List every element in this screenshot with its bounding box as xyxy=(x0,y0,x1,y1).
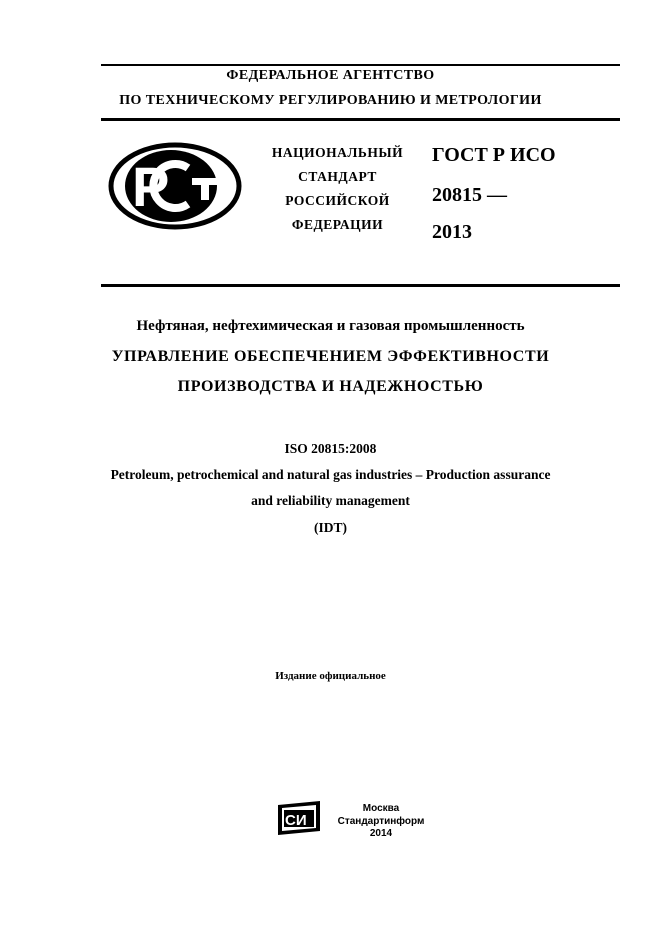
standartinform-logo xyxy=(276,799,322,837)
iso-english-title-line-2: and reliability management xyxy=(251,493,410,508)
national-line-4: ФЕДЕРАЦИИ xyxy=(291,217,384,232)
national-standard-label xyxy=(255,141,420,237)
iso-reference: ISO 20815:2008 xyxy=(284,441,377,456)
national-line-3: РОССИЙСКОЙ xyxy=(285,193,390,208)
agency-line-2: ПО ТЕХНИЧЕСКОМУ РЕГУЛИРОВАНИЮ И МЕТРОЛОГИИ xyxy=(119,93,542,108)
publisher-year: 2014 xyxy=(369,828,393,839)
gost-code-line-1: ГОСТ Р ИСО xyxy=(432,144,556,166)
top-rule xyxy=(101,64,620,66)
national-line-1: НАЦИОНАЛЬНЫЙ xyxy=(271,145,404,160)
edition-label: Издание официальное xyxy=(275,670,386,682)
main-title-line-1: УПРАВЛЕНИЕ ОБЕСПЕЧЕНИЕМ ЭФФЕКТИВНОСТИ xyxy=(111,348,550,365)
agency-line-1: ФЕДЕРАЛЬНОЕ АГЕНТСТВО xyxy=(226,68,435,83)
rst-mark-logo xyxy=(108,142,242,230)
gost-code-line-3: 2013 xyxy=(432,221,472,243)
iso-english-title-line-1: Petroleum, petrochemical and natural gas industries – Production assurance xyxy=(110,467,551,482)
publisher-info xyxy=(326,803,436,841)
publisher-name: Стандартинформ xyxy=(337,815,425,827)
iso-equivalence: (IDT) xyxy=(314,520,347,535)
publisher-city: Москва xyxy=(362,803,400,814)
agency-rule xyxy=(101,118,620,121)
svg-text:P: P xyxy=(132,155,170,218)
main-title-line-2: ПРОИЗВОДСТВА И НАДЕЖНОСТЬЮ xyxy=(177,378,484,395)
national-line-2: СТАНДАРТ xyxy=(298,169,377,184)
publisher-logo-letters: СИ xyxy=(285,812,307,829)
header-bottom-rule xyxy=(101,284,620,287)
gost-code-line-2: 20815 — xyxy=(432,184,507,206)
industry-title: Нефтяная, нефтехимическая и газовая промышленность xyxy=(136,318,525,334)
